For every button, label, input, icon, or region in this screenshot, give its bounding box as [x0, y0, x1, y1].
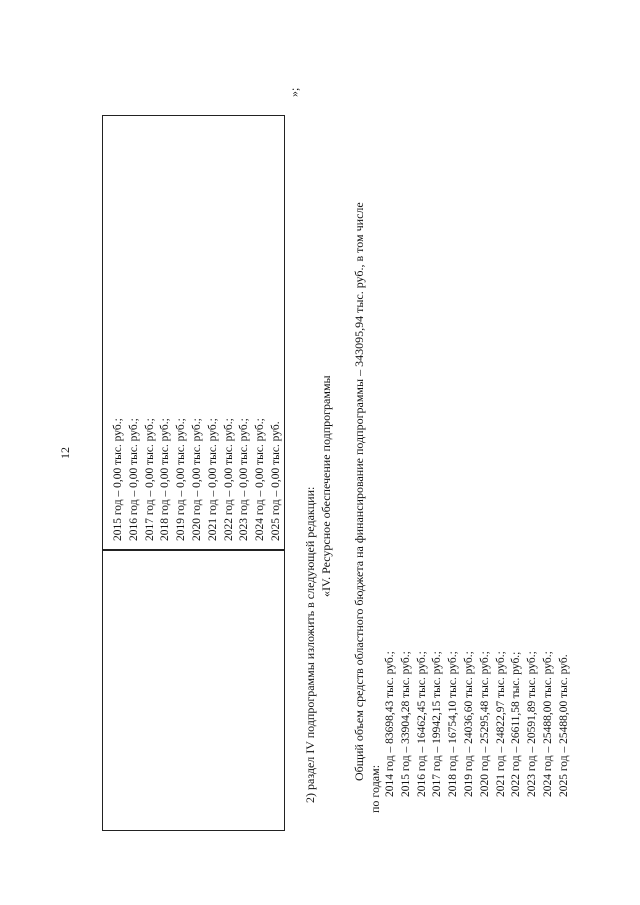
year-line: 2020 год – 25295,48 тыс. руб.; — [478, 651, 491, 797]
section-title: «IV. Ресурсное обеспечение подпрограммы — [319, 375, 333, 597]
table-line: 2022 год – 0,00 тыс. руб.; — [222, 418, 235, 541]
closing-quote: »; — [287, 87, 301, 97]
paragraph-line-1: Общий объем средств областного бюджета на финансирование подпрограммы – 343095,94 тыс. руб., в том числе — [352, 202, 366, 781]
year-line: 2024 год – 25488,00 тыс. руб.; — [541, 651, 554, 797]
table-line: 2016 год – 0,00 тыс. руб.; — [127, 418, 140, 541]
year-line: 2014 год – 83698,43 тыс. руб.; — [384, 651, 396, 797]
year-line: 2019 год – 24036,60 тыс. руб.; — [462, 651, 475, 797]
table-cell-years — [111, 418, 285, 541]
table-line: 2021 год – 0,00 тыс. руб.; — [206, 418, 219, 541]
year-line: 2025 год – 25488,00 тыс. руб. — [557, 654, 570, 797]
year-line: 2022 год – 26611,58 тыс. руб.; — [510, 651, 523, 797]
year-line: 2018 год – 16754,10 тыс. руб.; — [447, 651, 460, 797]
table-right-column — [103, 116, 284, 550]
table-left-column — [103, 550, 284, 830]
table-line: 2020 год – 0,00 тыс. руб.; — [190, 418, 203, 541]
year-line: 2015 год – 33904,28 тыс. руб.; — [399, 651, 412, 797]
table-line: 2018 год – 0,00 тыс. руб.; — [159, 418, 172, 541]
budget-table — [102, 115, 285, 831]
table-line: 2024 год – 0,00 тыс. руб.; — [254, 418, 267, 541]
year-line: 2021 год – 24822,97 тыс. руб.; — [494, 651, 507, 797]
year-line: 2023 год – 20591,89 тыс. руб.; — [526, 651, 539, 797]
table-line: 2017 год – 0,00 тыс. руб.; — [143, 418, 156, 541]
years-list — [383, 651, 573, 797]
year-line: 2017 год – 19942,15 тыс. руб.; — [431, 651, 444, 797]
item-2-text: 2) раздел IV подпрограммы изложить в следующей редакции: — [303, 486, 317, 803]
paragraph-line-2: по годам: — [368, 764, 382, 813]
table-line: 2019 год – 0,00 тыс. руб.; — [175, 418, 188, 541]
table-line: 2015 год – 0,00 тыс. руб.; — [112, 418, 124, 541]
year-line: 2016 год – 16462,45 тыс. руб.; — [415, 651, 428, 797]
table-line: 2025 год – 0,00 тыс. руб. — [269, 421, 282, 541]
table-line: 2023 год – 0,00 тыс. руб.; — [238, 418, 251, 541]
page-number: 12 — [58, 447, 72, 459]
